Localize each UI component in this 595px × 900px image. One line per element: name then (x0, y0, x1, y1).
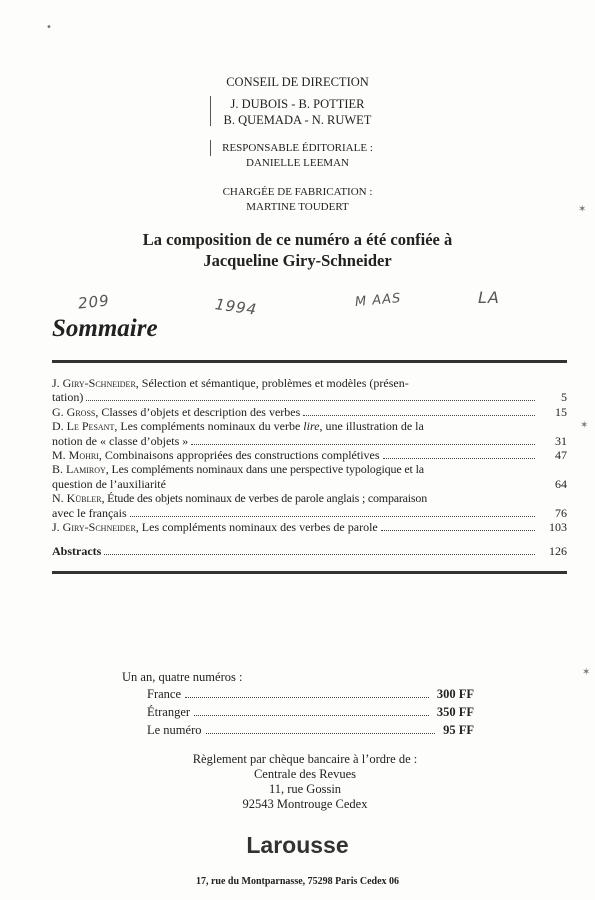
price-row-numero (147, 723, 474, 738)
toc-entry (52, 462, 567, 491)
subscription-heading: Un an, quatre numéros : (122, 670, 243, 684)
toc-page-number: 15 (555, 404, 567, 419)
leader-dots (383, 458, 535, 459)
handwritten-note: 1994 (213, 295, 259, 319)
toc-author: N. Kübler (52, 491, 102, 506)
handwritten-note: LA (478, 288, 500, 307)
price-value: 300 FF (436, 687, 474, 701)
toc-page-number: 126 (549, 544, 567, 559)
toc-page-number: 5 (561, 390, 567, 405)
toc-title: , une illustration de la (319, 419, 424, 434)
toc-title-cont: tation) (52, 390, 84, 405)
toc-title-cont: question de l’auxiliarité (52, 476, 166, 491)
payment-line: 92543 Montrouge Cedex (242, 797, 368, 811)
payment-block (160, 752, 450, 812)
toc-page-number: 103 (549, 520, 567, 535)
composition-line2: Jacqueline Giry-Schneider (203, 251, 392, 270)
toc-title-cont: notion de « classe d’objets » (52, 433, 189, 448)
payment-line: Centrale des Revues (253, 767, 357, 781)
editorial-heading: RESPONSABLE ÉDITORIALE : (222, 142, 373, 154)
toc-entry (52, 448, 567, 462)
scan-speck: ✶ (578, 204, 587, 215)
toc-author: J. Giry-Schneider (52, 520, 136, 535)
leader-dots (303, 415, 535, 416)
price-label: Le numéro (147, 723, 202, 737)
leader-dots (169, 487, 535, 488)
composition-line1: La composition de ce numéro a été confiée à (142, 230, 453, 249)
toc-title: , Sélection et sémantique, problèmes et modèles (présen- (135, 376, 409, 390)
editorial-name: DANIELLE LEEMAN (246, 157, 349, 169)
toc-title-cont: avec le français (52, 505, 127, 520)
leader-dots (185, 697, 429, 698)
toc-title: , Les compléments nominaux du verbe (114, 419, 304, 434)
price-label: Étranger (147, 705, 191, 719)
sommaire-title: Sommaire (52, 315, 158, 342)
toc-entry (52, 491, 567, 520)
leader-dots (381, 530, 535, 531)
fabrication-heading: CHARGÉE DE FABRICATION : (222, 186, 373, 198)
leader-dots (104, 554, 535, 555)
toc-title: , Les compléments nominaux des verbes de parole (135, 520, 378, 535)
leader-dots (194, 715, 429, 716)
leader-dots (86, 400, 535, 401)
toc-author: B. Lamiroy (52, 462, 106, 477)
scan-speck: • (46, 22, 52, 33)
top-rule (52, 360, 567, 363)
board-members-line1: J. DUBOIS - B. POTTIER (230, 97, 365, 111)
toc-author: G. Gross (52, 404, 96, 419)
toc-title-italic: lire (303, 419, 320, 434)
toc-author: M. Mohri (52, 448, 99, 463)
publisher-logo: Larousse (246, 832, 349, 858)
scan-speck: ✶ (580, 420, 589, 431)
price-row-etranger (147, 705, 474, 720)
toc-page-number: 76 (555, 505, 567, 520)
board-members-line2: B. QUEMADA - N. RUWET (223, 113, 372, 127)
price-label: France (147, 687, 182, 701)
leader-dots (206, 733, 436, 734)
leader-dots (191, 444, 535, 445)
toc-title: , Étude des objets nominaux de verbes de parole anglais ; comparaison (101, 491, 427, 506)
publisher-address: 17, rue du Montparnasse, 75298 Paris Cedex 06 (195, 876, 400, 887)
board-heading: CONSEIL DE DIRECTION (226, 75, 369, 89)
payment-line: 11, rue Gossin (268, 782, 342, 796)
price-value: 95 FF (443, 723, 474, 737)
payment-line: Règlement par chèque bancaire à l’ordre de : (192, 752, 418, 766)
handwritten-note: 209 (77, 291, 111, 313)
price-row-france (147, 687, 474, 702)
toc-entry (52, 520, 567, 534)
toc-title: , Combinaisons appropriées des constructions complétives (98, 448, 380, 463)
fabrication-name: MARTINE TOUDERT (246, 201, 349, 213)
toc-entry (52, 405, 567, 419)
scan-speck: ✶ (582, 667, 591, 678)
handwritten-note: M AAS (354, 291, 402, 310)
toc-author: J. Giry-Schneider (52, 376, 136, 390)
toc-title: , Classes d’objets et description des verbes (95, 404, 301, 419)
leader-dots (130, 516, 535, 517)
bottom-rule (52, 571, 567, 574)
toc-entry (52, 376, 567, 405)
toc-title: , Les compléments nominaux dans une perspective typologique et la (105, 462, 424, 477)
table-of-contents (52, 376, 567, 559)
toc-page-number: 47 (555, 448, 567, 463)
toc-author: D. Le Pesant (52, 419, 115, 434)
toc-entry-abstracts (52, 544, 567, 558)
abstracts-label: Abstracts (52, 544, 102, 559)
price-value: 350 FF (436, 705, 474, 719)
toc-entry (52, 419, 567, 448)
toc-page-number: 64 (555, 476, 567, 491)
toc-page-number: 31 (555, 433, 567, 448)
